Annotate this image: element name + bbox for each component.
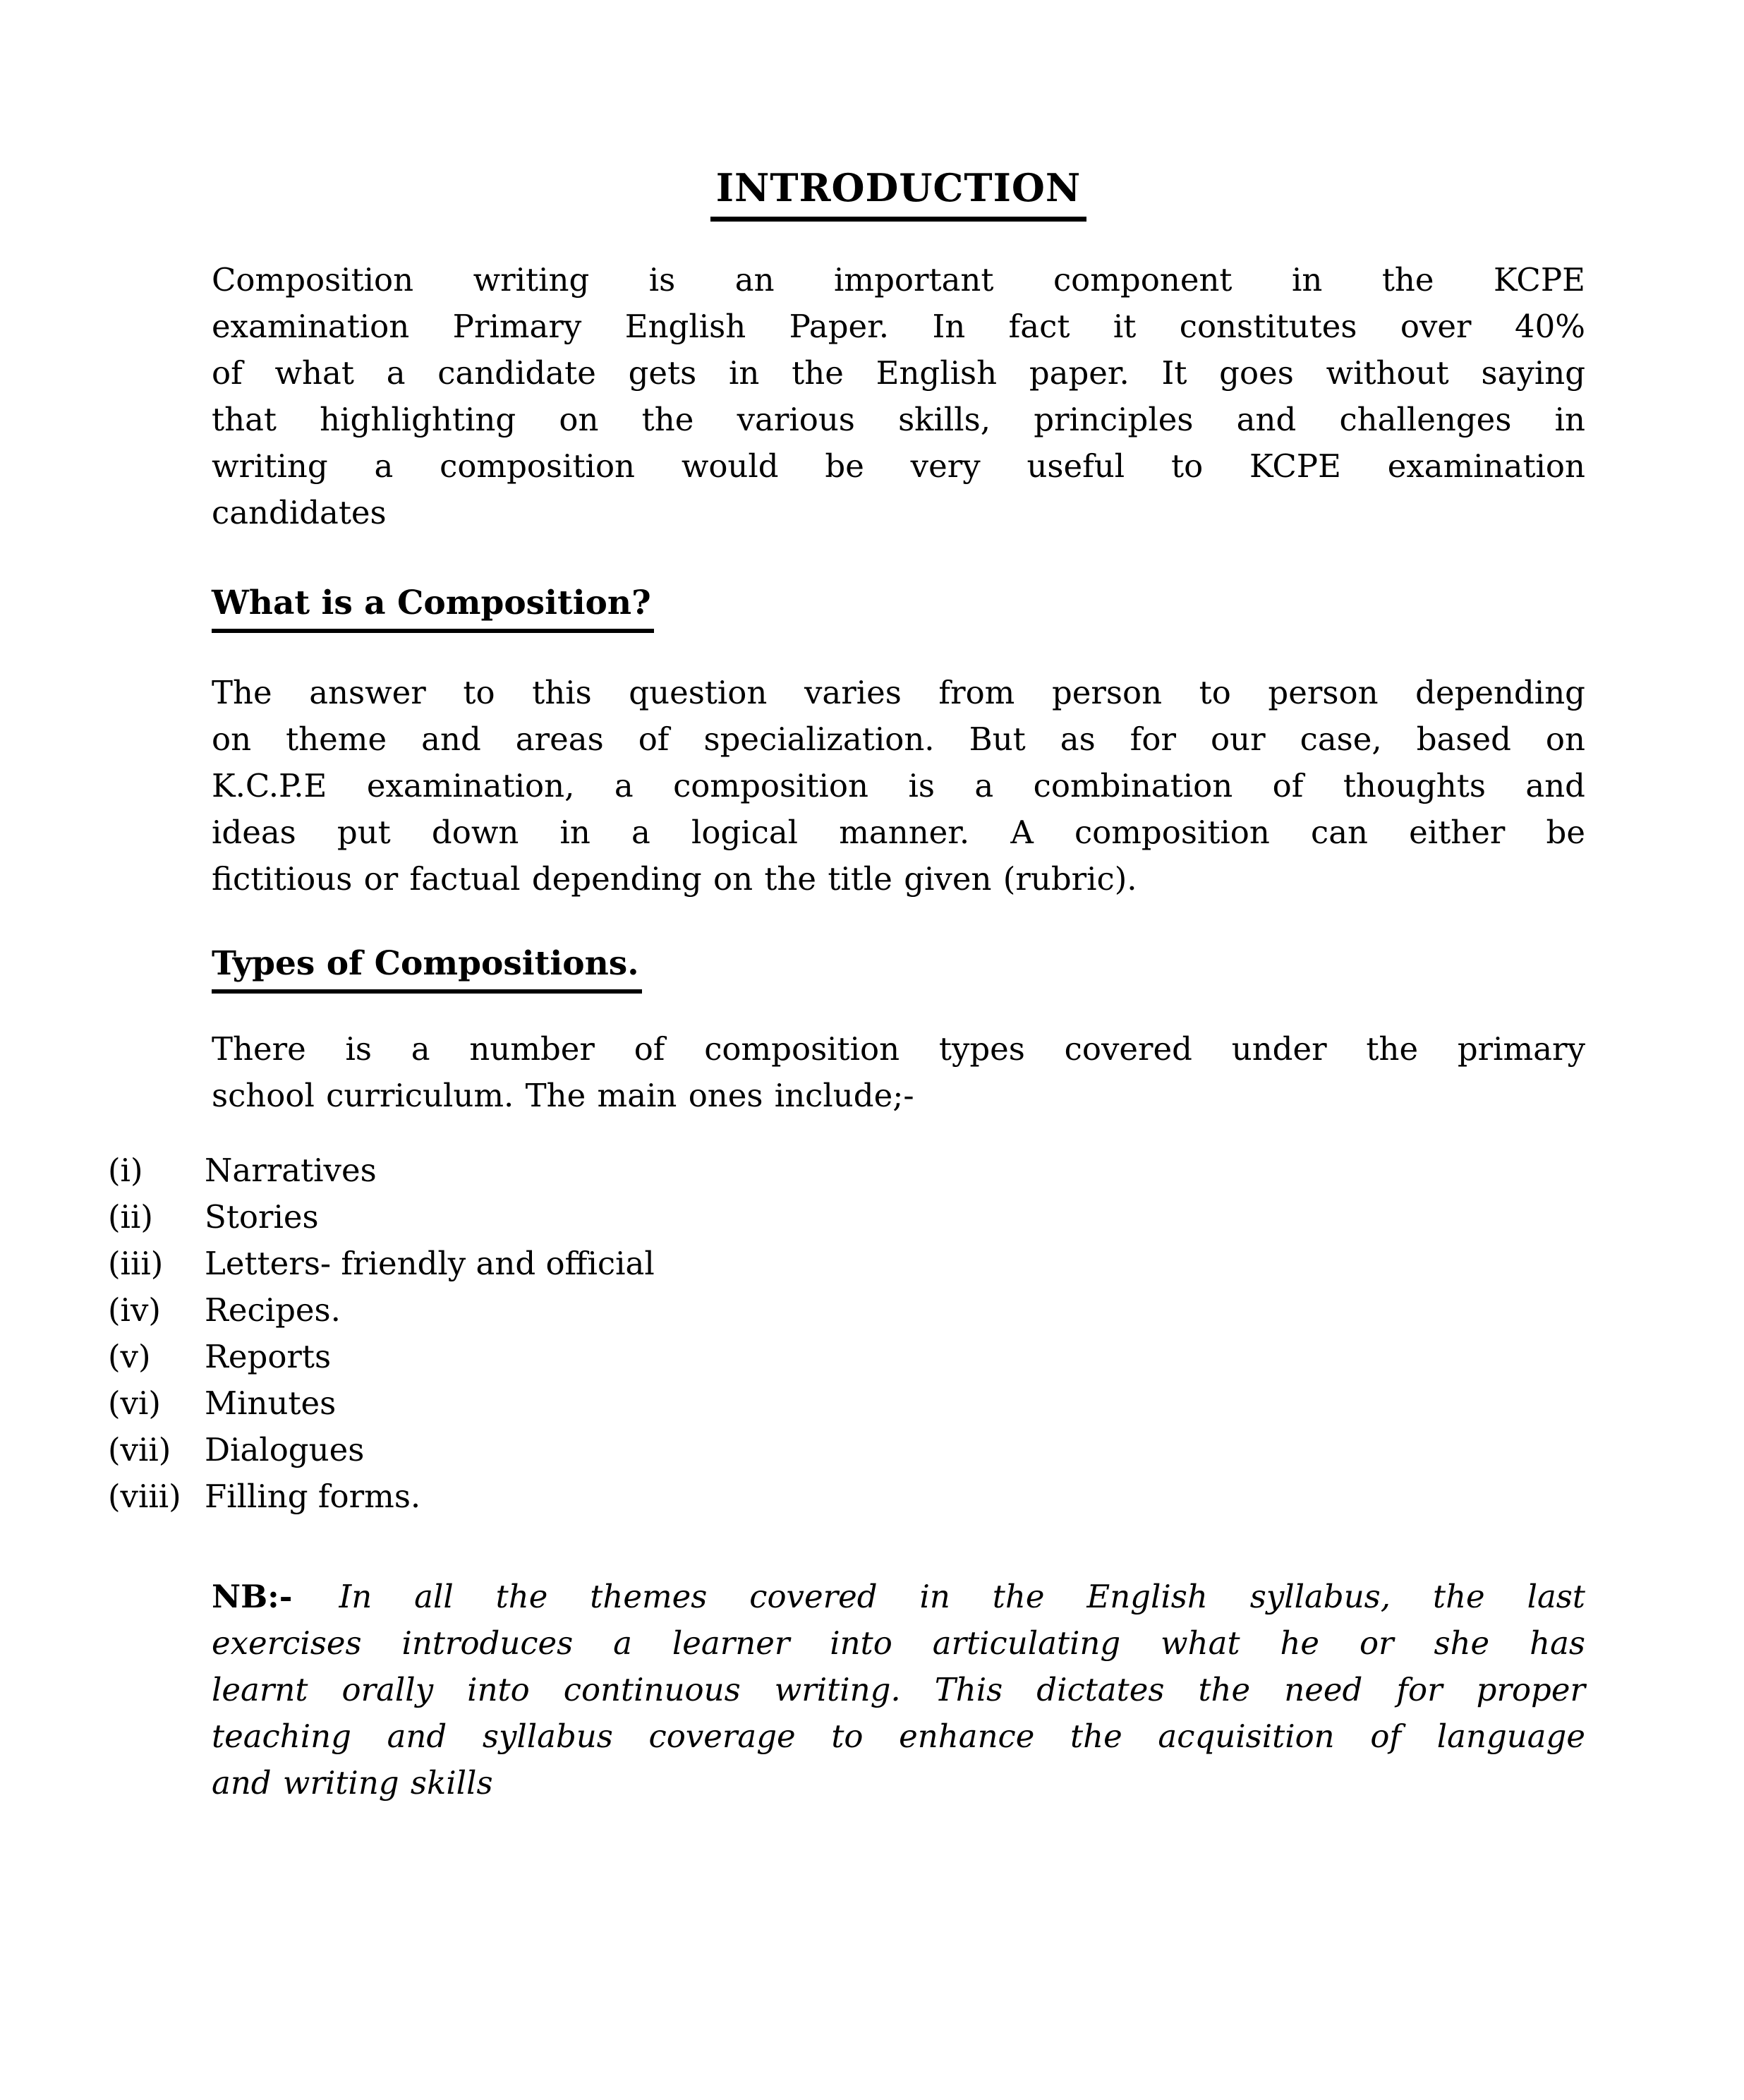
text-line: ideas put down in a logical manner. A composition can either be — [212, 814, 1585, 851]
list-item-marker: (vii) — [108, 1431, 171, 1468]
list-item — [108, 1473, 1585, 1520]
list-item-text: Dialogues — [205, 1431, 365, 1468]
text-line: fictitious or factual depending on the title given (rubric). — [212, 860, 1137, 898]
paragraph-what-is-a-composition — [212, 670, 1585, 903]
list-item-marker: (v) — [108, 1338, 151, 1375]
list-item-text: Narratives — [205, 1152, 377, 1189]
section-heading-types-of-compositions — [212, 941, 1585, 994]
list-item-text: Stories — [205, 1198, 319, 1236]
section-heading-underlined-text: Types of Compositions. — [212, 941, 642, 994]
text-line: candidates — [212, 494, 387, 531]
nb-note-line: and writing skills — [212, 1764, 493, 1802]
list-item-marker: (ii) — [108, 1198, 153, 1236]
list-item — [108, 1147, 1585, 1194]
section-heading-underlined-text: What is a Composition? — [212, 580, 654, 633]
list-item — [108, 1380, 1585, 1427]
nb-note-line: learnt orally into continuous writing. This dictates the need for proper — [212, 1671, 1585, 1708]
text-line: that highlighting on the various skills, principles and challenges in — [212, 401, 1585, 438]
list-item-marker: (viii) — [108, 1478, 181, 1515]
list-item — [108, 1334, 1585, 1380]
list-item-marker: (iv) — [108, 1291, 161, 1329]
list-item-text: Recipes. — [205, 1291, 341, 1329]
text-line: K.C.P.E examination, a composition is a combination of thoughts and — [212, 767, 1585, 804]
text-line: There is a number of composition types covered under the primary — [212, 1030, 1585, 1068]
nb-note-line: exercises introduces a learner into articulating what he or she has — [212, 1624, 1585, 1662]
nb-label: NB:- — [212, 1578, 293, 1615]
paragraph-intro — [212, 257, 1585, 536]
composition-types-list — [108, 1147, 1585, 1520]
list-item-text: Minutes — [205, 1384, 337, 1422]
section-heading-what-is-a-composition — [212, 580, 1585, 633]
list-item-text: Letters- friendly and official — [205, 1245, 655, 1282]
text-line: school curriculum. The main ones include;- — [212, 1077, 914, 1114]
list-item — [108, 1287, 1585, 1334]
text-line: of what a candidate gets in the English paper. It goes without saying — [212, 354, 1585, 392]
list-item-marker: (vi) — [108, 1384, 161, 1422]
nb-note-line: teaching and syllabus coverage to enhance the acquisition of language — [212, 1718, 1585, 1755]
text-line: on theme and areas of specialization. But as for our case, based on — [212, 720, 1585, 758]
text-line: The answer to this question varies from person to person depending — [212, 674, 1585, 711]
list-item-marker: (i) — [108, 1152, 143, 1189]
list-item-text: Reports — [205, 1338, 332, 1375]
list-item — [108, 1241, 1585, 1287]
page-title-row — [212, 161, 1585, 224]
nb-note-line: In all the themes covered in the English syllabus, the last — [339, 1578, 1585, 1615]
nb-note-first-line — [212, 1574, 1585, 1620]
nb-note — [212, 1574, 1585, 1806]
text-line: writing a composition would be very useful to KCPE examination — [212, 447, 1585, 485]
text-line: examination Primary English Paper. In fact it constitutes over 40% — [212, 308, 1585, 345]
page-title: INTRODUCTION — [710, 161, 1086, 222]
text-line: Composition writing is an important component in the KCPE — [212, 261, 1585, 298]
list-item-text: Filling forms. — [205, 1478, 421, 1515]
list-item-marker: (iii) — [108, 1245, 164, 1282]
list-item — [108, 1194, 1585, 1241]
paragraph-types-of-compositions — [212, 1026, 1585, 1119]
list-item — [108, 1427, 1585, 1473]
